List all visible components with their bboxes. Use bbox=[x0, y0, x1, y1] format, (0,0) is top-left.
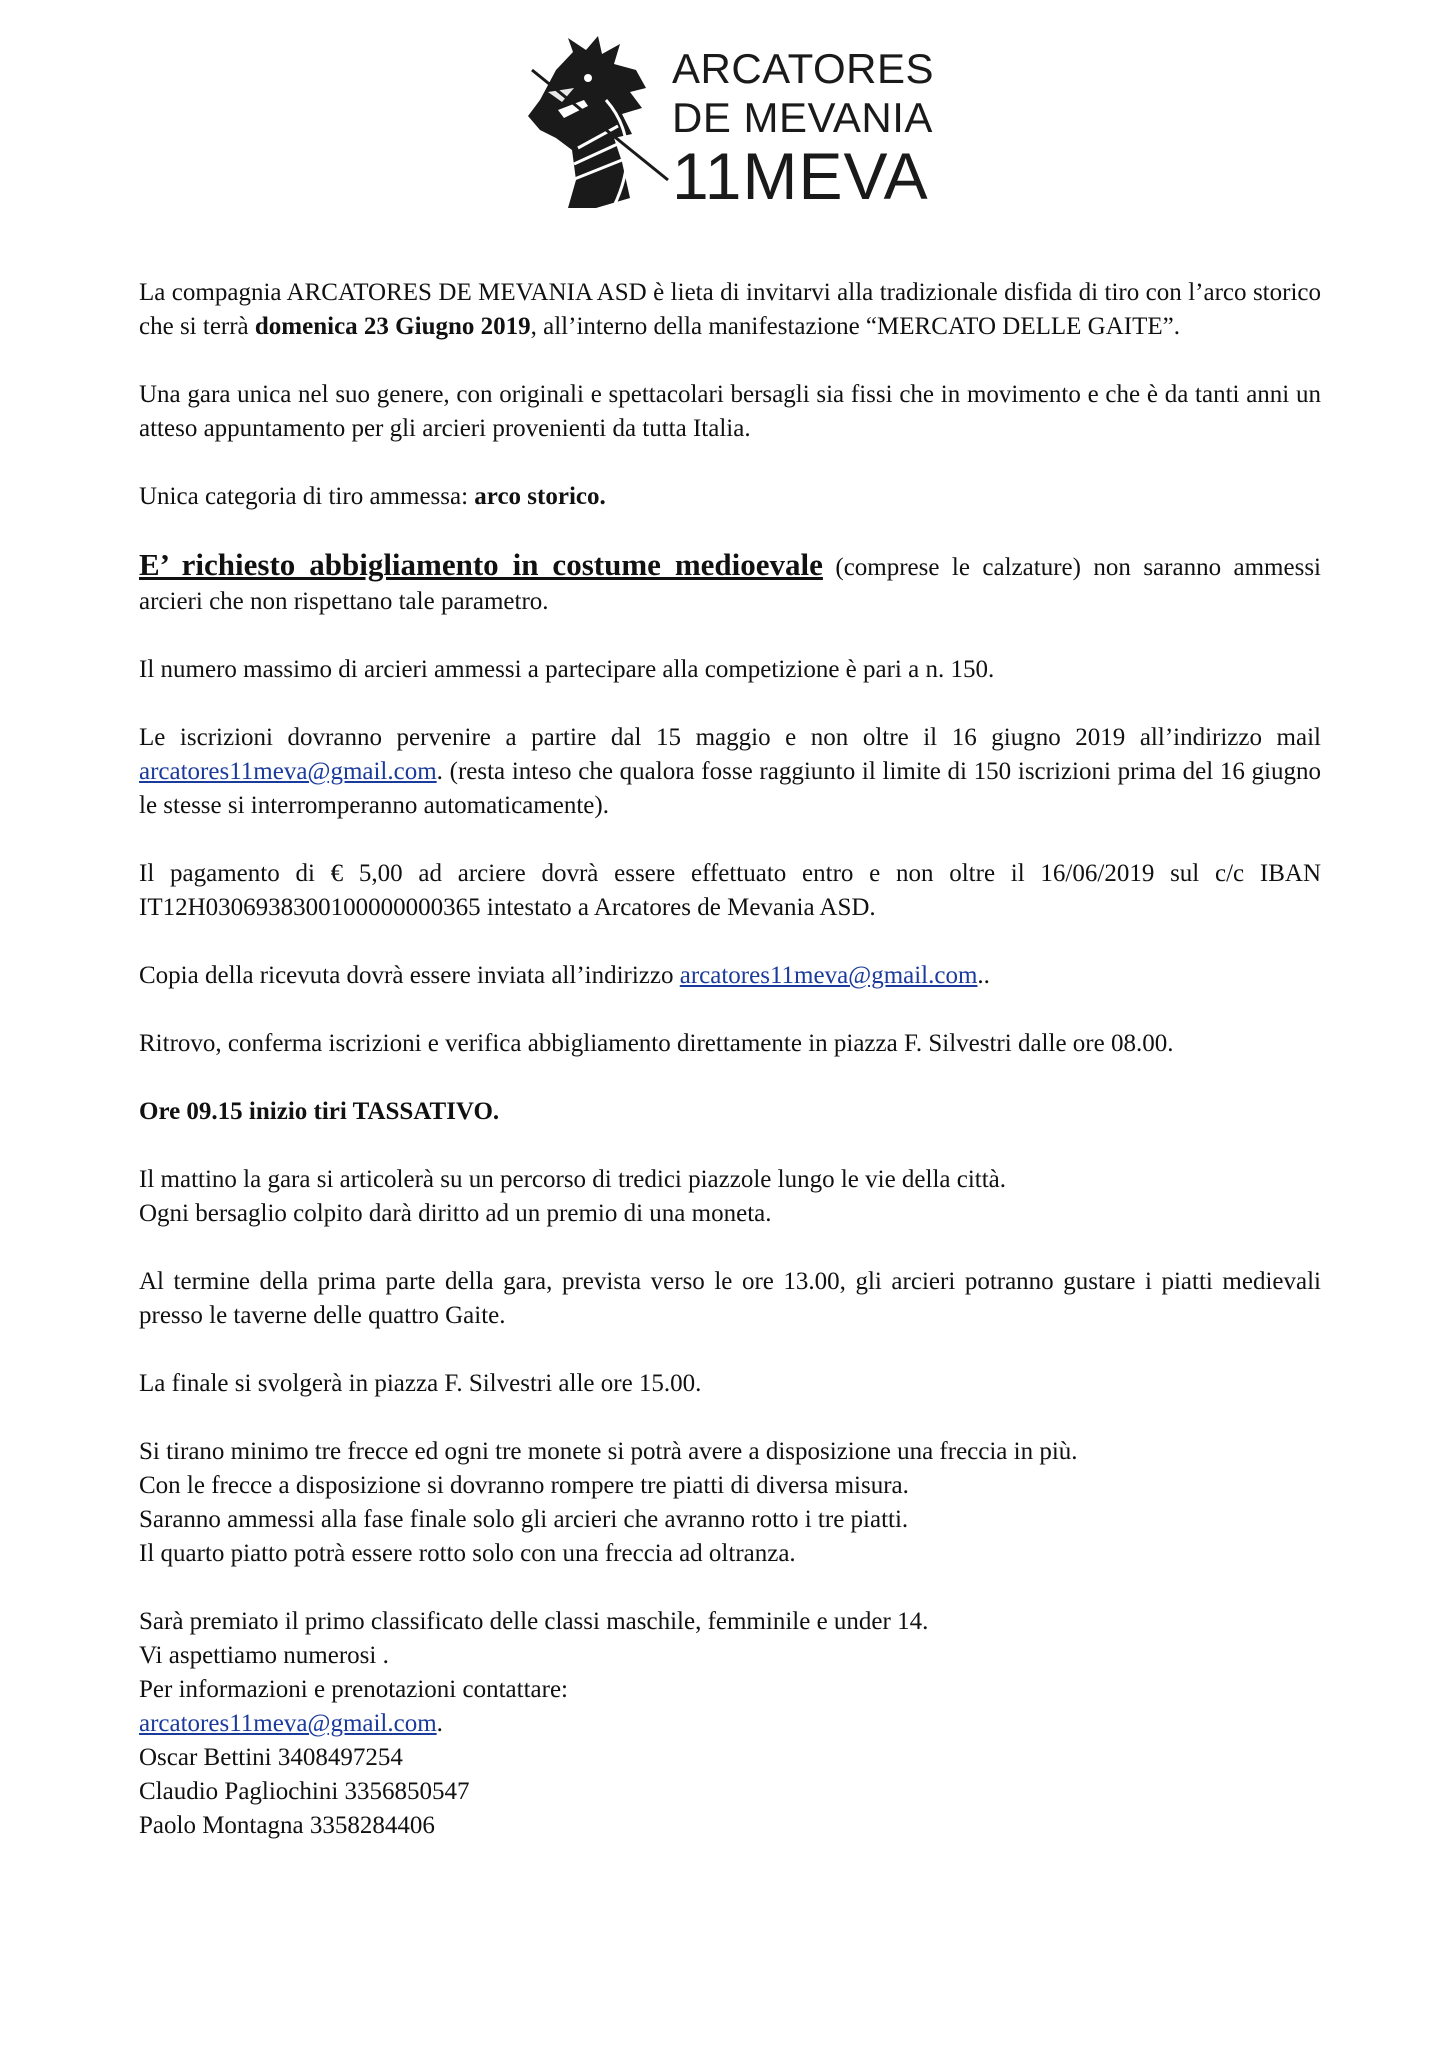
closing-paragraph bbox=[139, 1605, 1321, 1843]
logo-line-11meva: 11MEVA bbox=[672, 139, 929, 213]
payment-paragraph: Il pagamento di € 5,00 ad arciere dovrà essere effettuato entro e non oltre il 16/06/2019 sul c/c IBAN IT12H0306938300100000000365 intestato a Arcatores de Mevania ASD. bbox=[139, 860, 1321, 921]
awards-line: Sarà premiato il primo classificato delle classi maschile, femminile e under 14. bbox=[139, 1608, 929, 1635]
invitation-body bbox=[139, 276, 1321, 1843]
rule-line: Saranno ammessi alla fase finale solo gli arcieri che avranno rotto i tre piatti. bbox=[139, 1506, 909, 1533]
club-logo bbox=[518, 30, 938, 213]
morning-line: Il mattino la gara si articolerà su un percorso di tredici piazzole lungo le vie della città. bbox=[139, 1166, 1007, 1193]
final-paragraph: La finale si svolgerà in piazza F. Silvestri alle ore 15.00. bbox=[139, 1370, 702, 1397]
contact-person: Paolo Montagna 3358284406 bbox=[139, 1812, 435, 1839]
intro-text: La compagnia ARCATORES DE MEVANIA ASD è lieta di invitarvi alla tradizionale disfida di tiro con l’arco storico che si terrà bbox=[139, 279, 1321, 340]
contact-email-line bbox=[139, 1707, 1321, 1741]
registration-email-link[interactable]: arcatores11meva@gmail.com bbox=[139, 758, 437, 785]
category-label: Unica categoria di tiro ammessa: bbox=[139, 483, 475, 510]
contact-intro: Per informazioni e prenotazioni contattare: bbox=[139, 1676, 568, 1703]
category-value: arco storico. bbox=[474, 483, 606, 510]
rule-line: Il quarto piatto potrà essere rotto solo con una freccia ad oltranza. bbox=[139, 1540, 796, 1567]
contact-email-suffix: . bbox=[436, 1710, 443, 1737]
intro-text-end: , all’interno della manifestazione “MERCATO DELLE GAITE”. bbox=[530, 313, 1180, 340]
rules-paragraph bbox=[139, 1435, 1321, 1571]
registration-text-end: . (resta inteso che qualora fosse raggiunto il limite di 150 iscrizioni prima del 16 giugno le stesse si interromperanno automaticamente). bbox=[139, 758, 1321, 819]
logo-line-de-mevania: DE MEVANIA bbox=[672, 94, 933, 141]
start-time-paragraph bbox=[139, 1095, 1321, 1129]
meeting-paragraph: Ritrovo, conferma iscrizioni e verifica abbigliamento direttamente in piazza F. Silvestri dalle ore 08.00. bbox=[139, 1030, 1174, 1057]
morning-paragraph bbox=[139, 1163, 1321, 1231]
receipt-paragraph bbox=[139, 959, 1321, 993]
category-paragraph bbox=[139, 480, 1321, 514]
contact-person: Claudio Pagliochini 3356850547 bbox=[139, 1778, 470, 1805]
receipt-email-link[interactable]: arcatores11meva@gmail.com bbox=[679, 962, 978, 989]
dragon-emblem-icon bbox=[518, 30, 678, 210]
registration-paragraph bbox=[139, 721, 1321, 823]
contact-person: Oscar Bettini 3408497254 bbox=[139, 1744, 403, 1771]
max-archers-paragraph: Il numero massimo di arcieri ammessi a partecipare alla competizione è pari a n. 150. bbox=[139, 656, 995, 683]
rule-line: Con le frecce a disposizione si dovranno rompere tre piatti di diversa misura. bbox=[139, 1472, 909, 1499]
costume-heading: E’ richiesto abbigliamento in costume medioevale bbox=[139, 547, 823, 582]
lunch-paragraph: Al termine della prima parte della gara, prevista verso le ore 13.00, gli arcieri potranno gustare i piatti medievali presso le taverne delle quattro Gaite. bbox=[139, 1268, 1321, 1329]
receipt-suffix: .. bbox=[977, 962, 990, 989]
start-time: Ore 09.15 inizio tiri TASSATIVO. bbox=[139, 1098, 500, 1125]
costume-text: (comprese le calzature) non saranno ammessi arcieri che non rispettano tale parametro. bbox=[139, 554, 1322, 615]
morning-line: Ogni bersaglio colpito darà diritto ad un premio di una moneta. bbox=[139, 1200, 772, 1227]
costume-paragraph bbox=[139, 548, 1321, 619]
receipt-text: Copia della ricevuta dovrà essere inviata all’indirizzo bbox=[139, 962, 680, 989]
description-paragraph: Una gara unica nel suo genere, con originali e spettacolari bersagli sia fissi che in movimento e che è da tanti anni un atteso appuntamento per gli arcieri provenienti da tutta Italia. bbox=[139, 381, 1321, 442]
logo-wordmark bbox=[672, 45, 934, 213]
rule-line: Si tirano minimo tre frecce ed ogni tre monete si potrà avere a disposizione una freccia in più. bbox=[139, 1438, 1078, 1465]
logo-line-arcatores: ARCATORES bbox=[672, 45, 934, 92]
contact-email-link[interactable]: arcatores11meva@gmail.com bbox=[139, 1710, 437, 1737]
closing-greeting: Vi aspettiamo numerosi . bbox=[139, 1642, 389, 1669]
intro-paragraph bbox=[139, 276, 1321, 344]
registration-text: Le iscrizioni dovranno pervenire a partire dal 15 maggio e non oltre il 16 giugno 2019 all’indirizzo mail bbox=[139, 724, 1321, 751]
event-date: domenica 23 Giugno 2019 bbox=[254, 313, 531, 340]
